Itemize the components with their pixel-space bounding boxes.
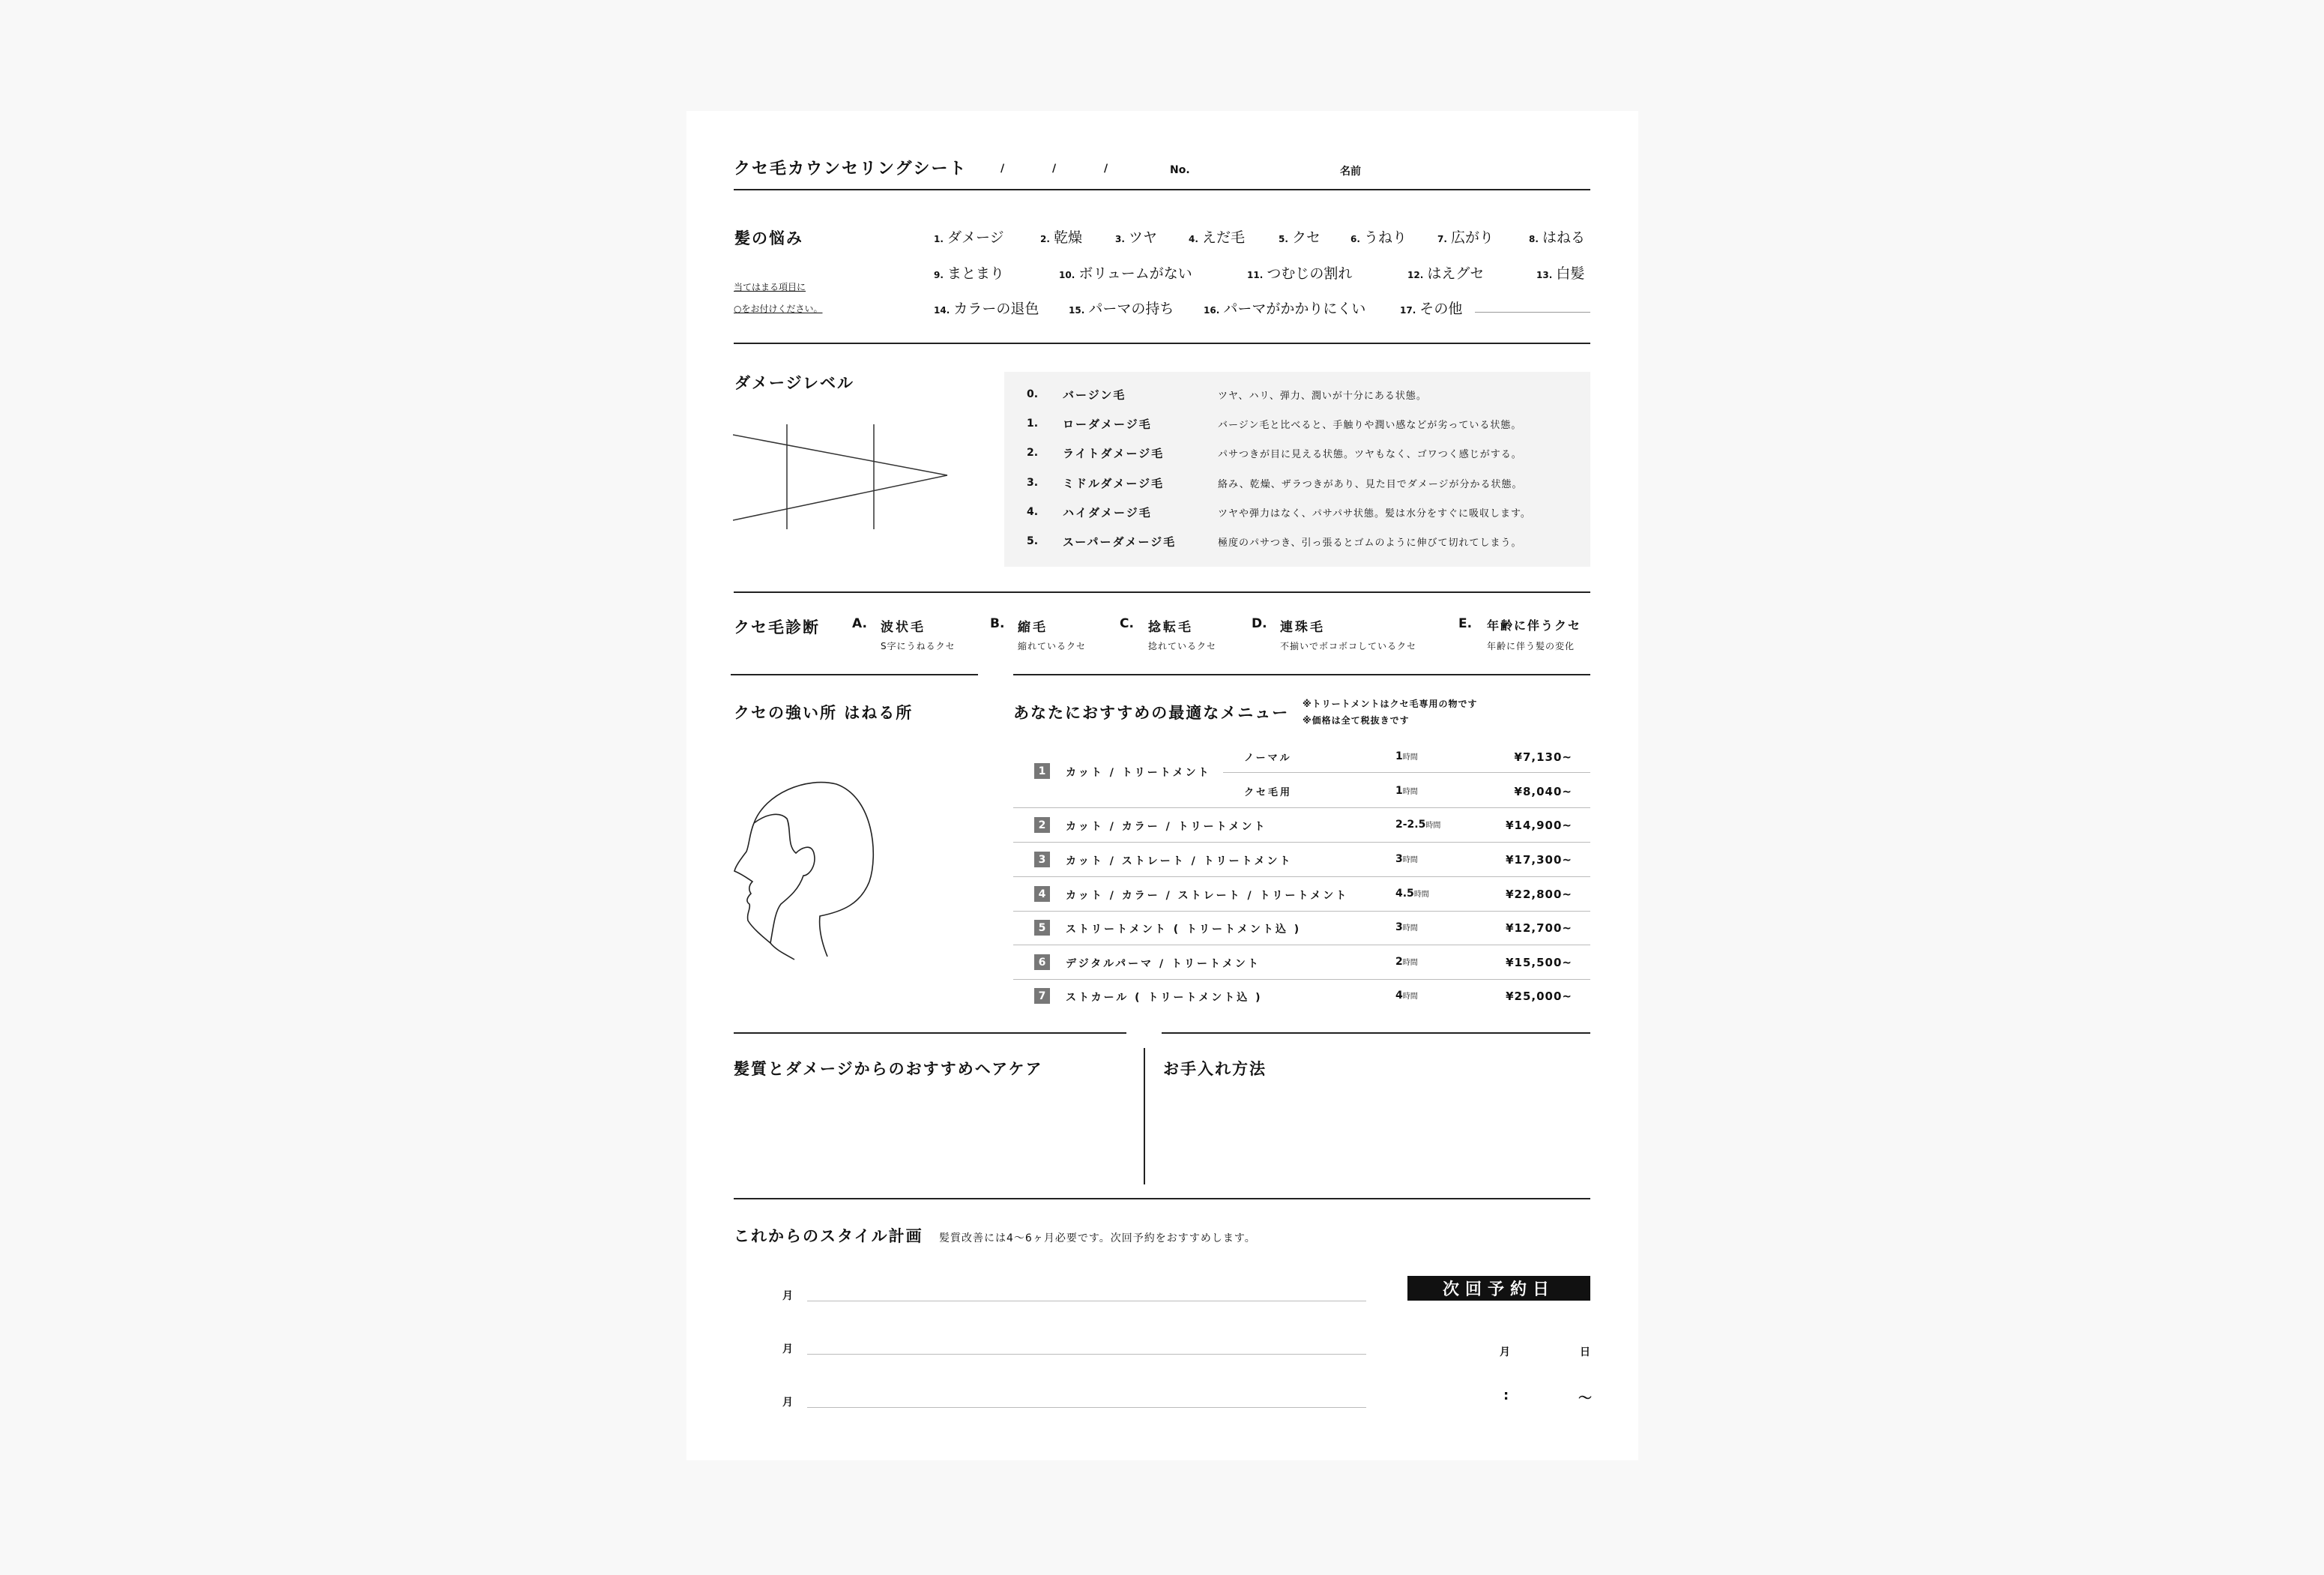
menu-number-badge: 1 (1034, 763, 1050, 779)
worry-item[interactable]: 8. はねる (1529, 229, 1586, 246)
date-separator-3: / (1104, 163, 1108, 175)
menu-item-price: ¥7,130~ (1514, 750, 1572, 764)
plan-line[interactable] (807, 1407, 1366, 1408)
strong-curl-title: クセの強い所 はねる所 (734, 704, 914, 722)
menu-number-badge: 6 (1034, 954, 1050, 970)
name-label: 名前 (1340, 166, 1361, 178)
damage-title: ダメージレベル (734, 374, 855, 392)
curl-letter: E. (1458, 616, 1473, 631)
booking-time-colon: : (1503, 1388, 1509, 1403)
worry-item[interactable]: 7. 広がり (1437, 229, 1494, 246)
menu-item-time: 4時間 (1395, 990, 1418, 1002)
worries-divider (734, 343, 1590, 344)
curl-letter: C. (1120, 616, 1134, 631)
menu-row-divider (1013, 911, 1590, 912)
worry-item[interactable]: 13. 白髪 (1536, 265, 1585, 282)
menu-item-name[interactable]: ストカール ( トリートメント込 ) (1066, 992, 1263, 1004)
worry-item[interactable]: 5. クセ (1279, 229, 1321, 246)
worry-item[interactable]: 2. 乾燥 (1040, 229, 1083, 246)
worry-item[interactable]: 11. つむじの割れ (1247, 265, 1353, 282)
menu-note-1: ※トリートメントはクセ毛専用の物です (1303, 699, 1478, 709)
plan-month-label: 月 (782, 1343, 793, 1355)
menu-item-time: 1時間 (1395, 785, 1418, 797)
menu-divider-left (734, 1032, 1126, 1034)
menu-item-name[interactable]: ストリートメント ( トリートメント込 ) (1066, 924, 1302, 936)
menu-item-time: 4.5時間 (1395, 888, 1429, 900)
curl-divider-right (1013, 674, 1590, 675)
worry-item[interactable]: 12. はえグセ (1407, 265, 1485, 282)
menu-number-badge: 5 (1034, 920, 1050, 936)
other-blank-line[interactable] (1475, 312, 1590, 313)
worries-instruction-1: 当てはまる項目に (734, 282, 806, 292)
menu-number-badge: 7 (1034, 988, 1050, 1004)
menu-row-divider (1013, 876, 1590, 877)
date-separator-2: / (1052, 163, 1057, 175)
worry-item[interactable]: 17. その他 (1400, 301, 1463, 317)
curl-desc: S字にうねるクセ (881, 641, 956, 651)
curl-name[interactable]: 年齢に伴うクセ (1487, 618, 1582, 633)
menu-item-time: 2-2.5時間 (1395, 819, 1441, 831)
menu-row-divider (1013, 842, 1590, 843)
curl-letter: A. (852, 616, 867, 631)
menu-item-price: ¥17,300~ (1506, 853, 1572, 867)
curl-name[interactable]: 波状毛 (881, 620, 926, 635)
menu-item-price: ¥15,500~ (1506, 956, 1572, 969)
menu-item-name[interactable]: カット / カラー / ストレート / トリートメント (1066, 890, 1349, 902)
curl-desc: 捻れているクセ (1148, 641, 1217, 651)
curl-name[interactable]: 縮毛 (1018, 620, 1048, 635)
date-separator-1: / (1000, 163, 1005, 175)
menu-item-time: 2時間 (1395, 956, 1418, 968)
curl-desc: 縮れているクセ (1018, 641, 1087, 651)
curl-desc: 年齢に伴う髪の変化 (1487, 641, 1575, 651)
menu-number-badge: 4 (1034, 886, 1050, 902)
booking-day-label: 日 (1580, 1346, 1590, 1358)
curl-divider-left (731, 674, 978, 675)
booking-month-label: 月 (1500, 1346, 1510, 1358)
haircare-notes-area[interactable] (734, 1087, 1135, 1181)
damage-divider (734, 591, 1590, 593)
worries-title: 髪の悩み (734, 229, 803, 247)
curl-name[interactable]: 連珠毛 (1280, 620, 1325, 635)
worry-item[interactable]: 15. パーマの持ち (1069, 301, 1174, 317)
curl-name[interactable]: 捻転毛 (1148, 620, 1193, 635)
booking-time-tilde: ～ (1578, 1391, 1592, 1406)
worry-item[interactable]: 10. ボリュームがない (1059, 265, 1192, 282)
menu-item-price: ¥14,900~ (1506, 819, 1572, 832)
menu-item-time: 3時間 (1395, 921, 1418, 933)
plan-month-label: 月 (782, 1397, 793, 1409)
damage-level-table: 0. バージン毛 ツヤ、ハリ、弾力、潤いが十分にある状態。 1. ローダメージ毛 バージン毛と比べると、手触りや潤い感などが劣っている状態。 2. ライトダメージ毛 パサつきが目に見える状態。ツヤもなく、ゴワつく感じがする。 3. ミドルダメージ毛 絡み、乾燥、ザラつきがあり、見た目でダメージが分かる状態。 4. ハイダメージ毛 ツヤや弾力はなく、パサパサ状態。髪は水分をすぐに吸収します。 5. スーパーダメージ毛 極度のパサつき、引っ張るとゴムのように伸びて切れてしまう。 (1004, 372, 1590, 567)
worry-item[interactable]: 14. カラーの退色 (934, 301, 1039, 317)
no-label: No. (1170, 164, 1190, 176)
menu-title: あなたにおすすめの最適なメニュー (1013, 704, 1290, 722)
care-method-notes-area[interactable] (1163, 1087, 1590, 1181)
worry-item[interactable]: 6. うねり (1350, 229, 1407, 246)
care-divider-vertical (1144, 1048, 1145, 1184)
curl-letter: B. (990, 616, 1005, 631)
care-divider (734, 1198, 1590, 1199)
plan-month-label: 月 (782, 1290, 793, 1302)
damage-diagram-icon (733, 424, 950, 532)
haircare-title: 髪質とダメージからのおすすめヘアケア (734, 1060, 1043, 1078)
worry-item[interactable]: 3. ツヤ (1115, 229, 1158, 246)
worry-item[interactable]: 1. ダメージ (934, 229, 1004, 246)
menu-item-price: ¥25,000~ (1506, 990, 1572, 1003)
worry-item[interactable]: 9. まとまり (934, 265, 1005, 282)
head-profile-icon[interactable] (731, 777, 881, 960)
menu-item-price: ¥22,800~ (1506, 888, 1572, 901)
worry-item[interactable]: 4. えだ毛 (1189, 229, 1246, 246)
menu-number-badge: 2 (1034, 817, 1050, 833)
worries-instruction-2: ○をお付けください。 (734, 304, 823, 314)
menu-item-sub[interactable]: ノーマル (1244, 753, 1292, 764)
menu-note-2: ※価格は全て税抜きです (1303, 715, 1410, 726)
plan-line[interactable] (807, 1354, 1366, 1355)
sheet-title: クセ毛カウンセリングシート (734, 160, 968, 178)
menu-subrow-divider (1223, 772, 1590, 773)
menu-item-price: ¥12,700~ (1506, 921, 1572, 935)
plan-note: 髪質改善には4～6ヶ月必要です。次回予約をおすすめします。 (939, 1232, 1256, 1244)
menu-item-price: ¥8,040~ (1514, 785, 1572, 798)
menu-row-divider (1013, 979, 1590, 980)
menu-item-sub[interactable]: クセ毛用 (1244, 787, 1293, 798)
next-booking-header: 次回予約日 (1407, 1276, 1590, 1301)
plan-title: これからのスタイル計画 (734, 1227, 923, 1245)
menu-item-name[interactable]: カット / ストレート / トリートメント (1066, 855, 1293, 867)
menu-divider-right (1162, 1032, 1590, 1034)
menu-item-time: 3時間 (1395, 853, 1418, 865)
curl-desc: 不揃いでボコボコしているクセ (1280, 641, 1417, 651)
menu-item-name[interactable]: デジタルパーマ / トリートメント (1066, 958, 1261, 970)
curl-letter: D. (1252, 616, 1267, 631)
menu-item-name[interactable]: カット / トリートメント (1066, 767, 1211, 779)
worry-item[interactable]: 16. パーマがかかりにくい (1204, 301, 1366, 317)
menu-row-divider (1013, 807, 1590, 808)
menu-item-name[interactable]: カット / カラー / トリートメント (1066, 821, 1267, 833)
menu-item-time: 1時間 (1395, 750, 1418, 762)
care-method-title: お手入れ方法 (1163, 1060, 1267, 1078)
curl-title: クセ毛診断 (734, 618, 820, 636)
menu-number-badge: 3 (1034, 852, 1050, 867)
header-divider (734, 189, 1590, 190)
